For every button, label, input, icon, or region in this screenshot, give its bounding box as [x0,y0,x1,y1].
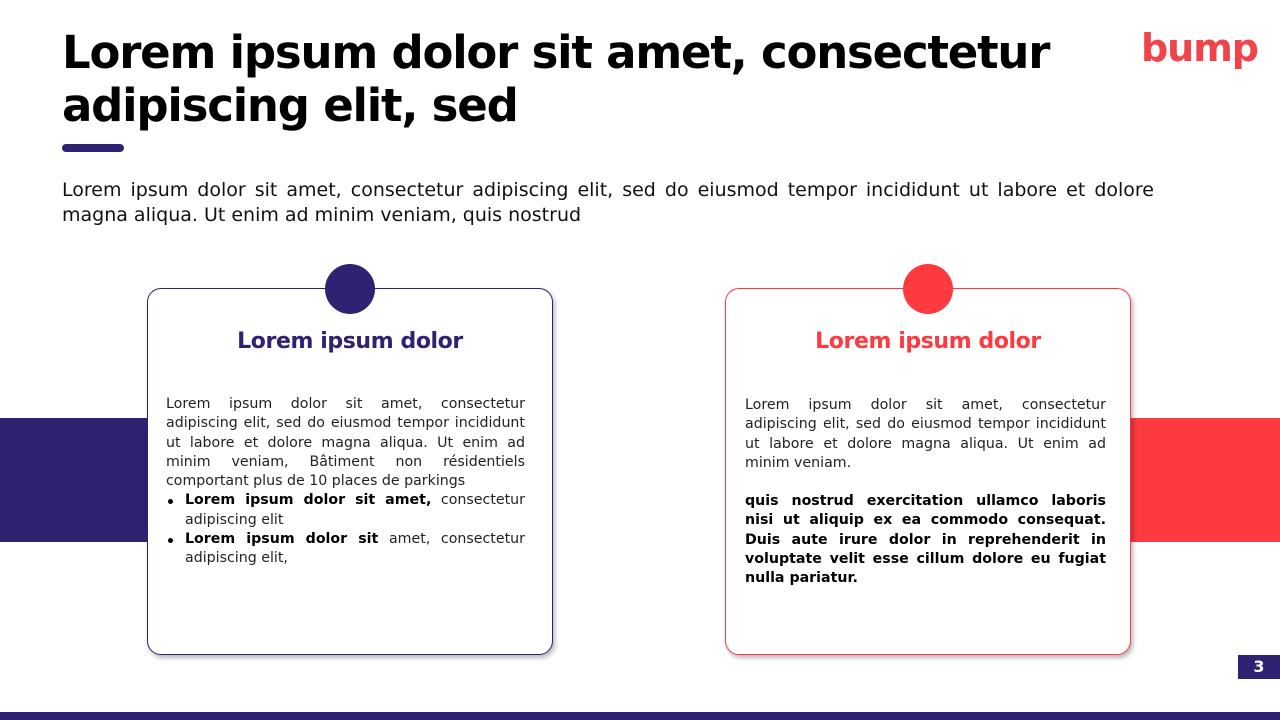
card-left-dot [325,264,375,314]
right-color-band [1120,418,1280,542]
card-right-paragraph: Lorem ipsum dolor sit amet, consectetur adipiscing elit, sed do eiusmod tempor incididunt ut labore et dolore magna aliqua. Ut enim ad minim veniam. [745,397,1106,471]
bullet-bold-text: Lorem ipsum dolor sit [185,531,379,548]
bullet-text: consectetur adipiscing elit [185,492,525,528]
list-item [166,530,525,569]
slide-title: Lorem ipsum dolor sit amet, consectetur adipiscing elit, sed [62,26,1050,132]
card-right-dot [903,264,953,314]
card-left-body [166,395,525,569]
title-underline [62,144,124,152]
card-left [147,288,553,655]
page-number-badge: 3 [1238,655,1280,679]
intro-text: Lorem ipsum dolor sit amet, consectetur adipiscing elit, sed do eiusmod tempor incididunt ut labore et dolore magna aliqua. Ut enim ad minim veniam, quis nostrud [62,179,1154,226]
bullet-bold-text: Lorem ipsum dolor sit amet, [185,492,432,509]
card-right-bold-paragraph: quis nostrud exercitation ullamco laboris nisi ut aliquip ex ea commodo consequat. Duis aute irure dolor in reprehenderit in voluptate velit esse cillum dolore eu fugiat nulla pariatur. [745,493,1106,587]
card-right-body [745,396,1106,589]
card-left-paragraph: Lorem ipsum dolor sit amet, consectetur adipiscing elit, sed do eiusmod tempor incididunt ut labore et dolore magna aliqua. Ut enim ad minim veniam, Bâtiment non résidentiels comportant plus de 10 places de parkings [166,396,525,490]
card-right-heading: Lorem ipsum dolor [815,329,1041,354]
bullet-text: amet, consectetur adipiscing elit, [185,531,525,567]
left-color-band [0,418,160,542]
bottom-bar [0,712,1280,720]
list-item [166,491,525,530]
card-left-heading: Lorem ipsum dolor [237,329,463,354]
bump-logo: bump [1140,26,1258,70]
card-left-bullet-list [166,491,525,568]
card-right [725,288,1131,655]
